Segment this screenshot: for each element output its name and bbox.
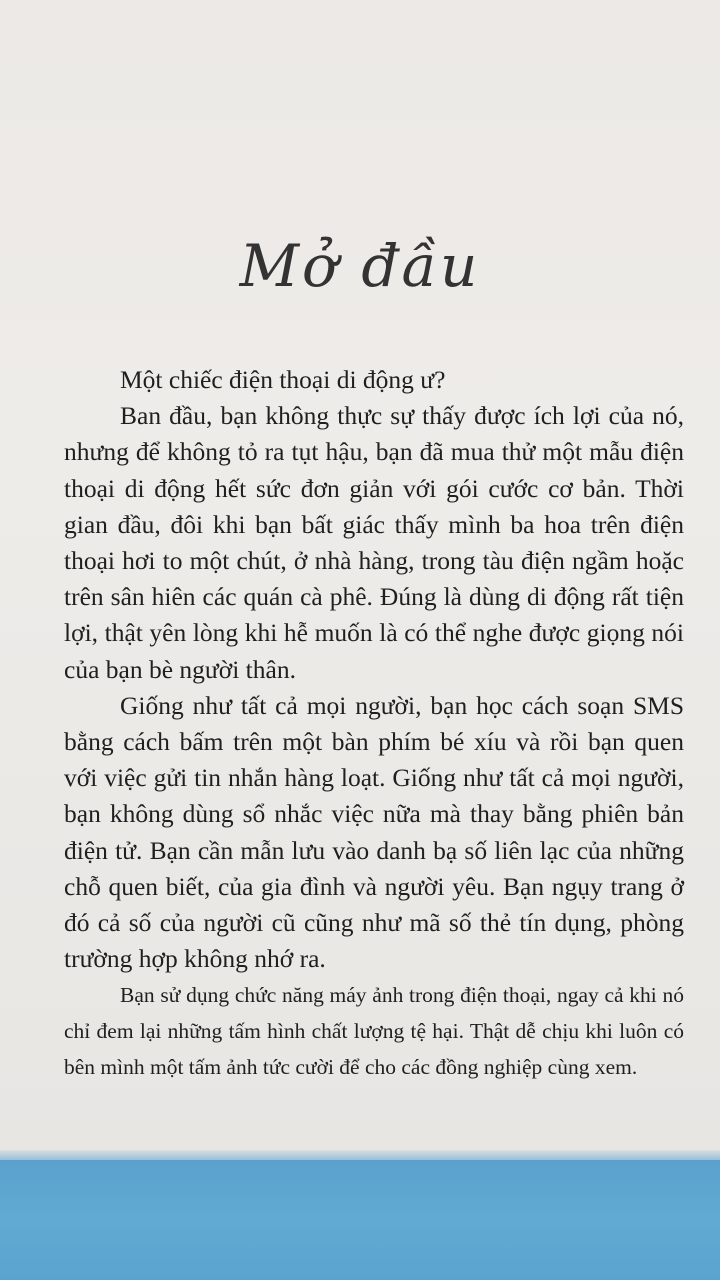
blue-background (0, 1160, 720, 1280)
chapter-title: Mở đầu (239, 232, 481, 300)
paragraph-3: Giống như tất cả mọi người, bạn học cách soạn SMS bằng cách bấm trên một bàn phím bé xíu và rồi bạn quen với việc gửi tin nhắn hàng loạt. Giống như tất cả mọi người, bạn không dùng sổ nhắc việc nữa mà thay bằng phiên bản điện tử. Bạn cần mẫn lưu vào danh bạ số liên lạc của những chỗ quen biết, của gia đình và người yêu. Bạn ngụy trang ở đó cả số của người cũ cũng như mã số thẻ tín dụng, phòng trường hợp không nhớ ra. (64, 690, 684, 974)
chapter-body (64, 362, 684, 1085)
paragraph-1: Một chiếc điện thoại di động ư? (120, 365, 446, 394)
paragraph-2: Ban đầu, bạn không thực sự thấy được ích lợi của nó, nhưng để không tỏ ra tụt hậu, bạn đã mua thử một mẫu điện thoại di động hết sức đơn giản với gói cước cơ bản. Thời gian đầu, đôi khi bạn bất giác thấy mình ba hoa trên điện thoại hơi to một chút, ở nhà hàng, trong tàu điện ngầm hoặc trên sân hiên các quán cà phê. Đúng là dùng di động rất tiện lợi, thật yên lòng khi hễ muốn là có thể nghe được giọng nói của bạn bè người thân. (64, 401, 684, 684)
paragraph-4: Bạn sử dụng chức năng máy ảnh trong điện thoại, ngay cả khi nó chỉ đem lại những tấm hình chất lượng tệ hại. Thật dễ chịu khi luôn có bên mình một tấm ảnh tức cười để cho các đồng nghiệp cùng xem. (64, 983, 684, 1080)
